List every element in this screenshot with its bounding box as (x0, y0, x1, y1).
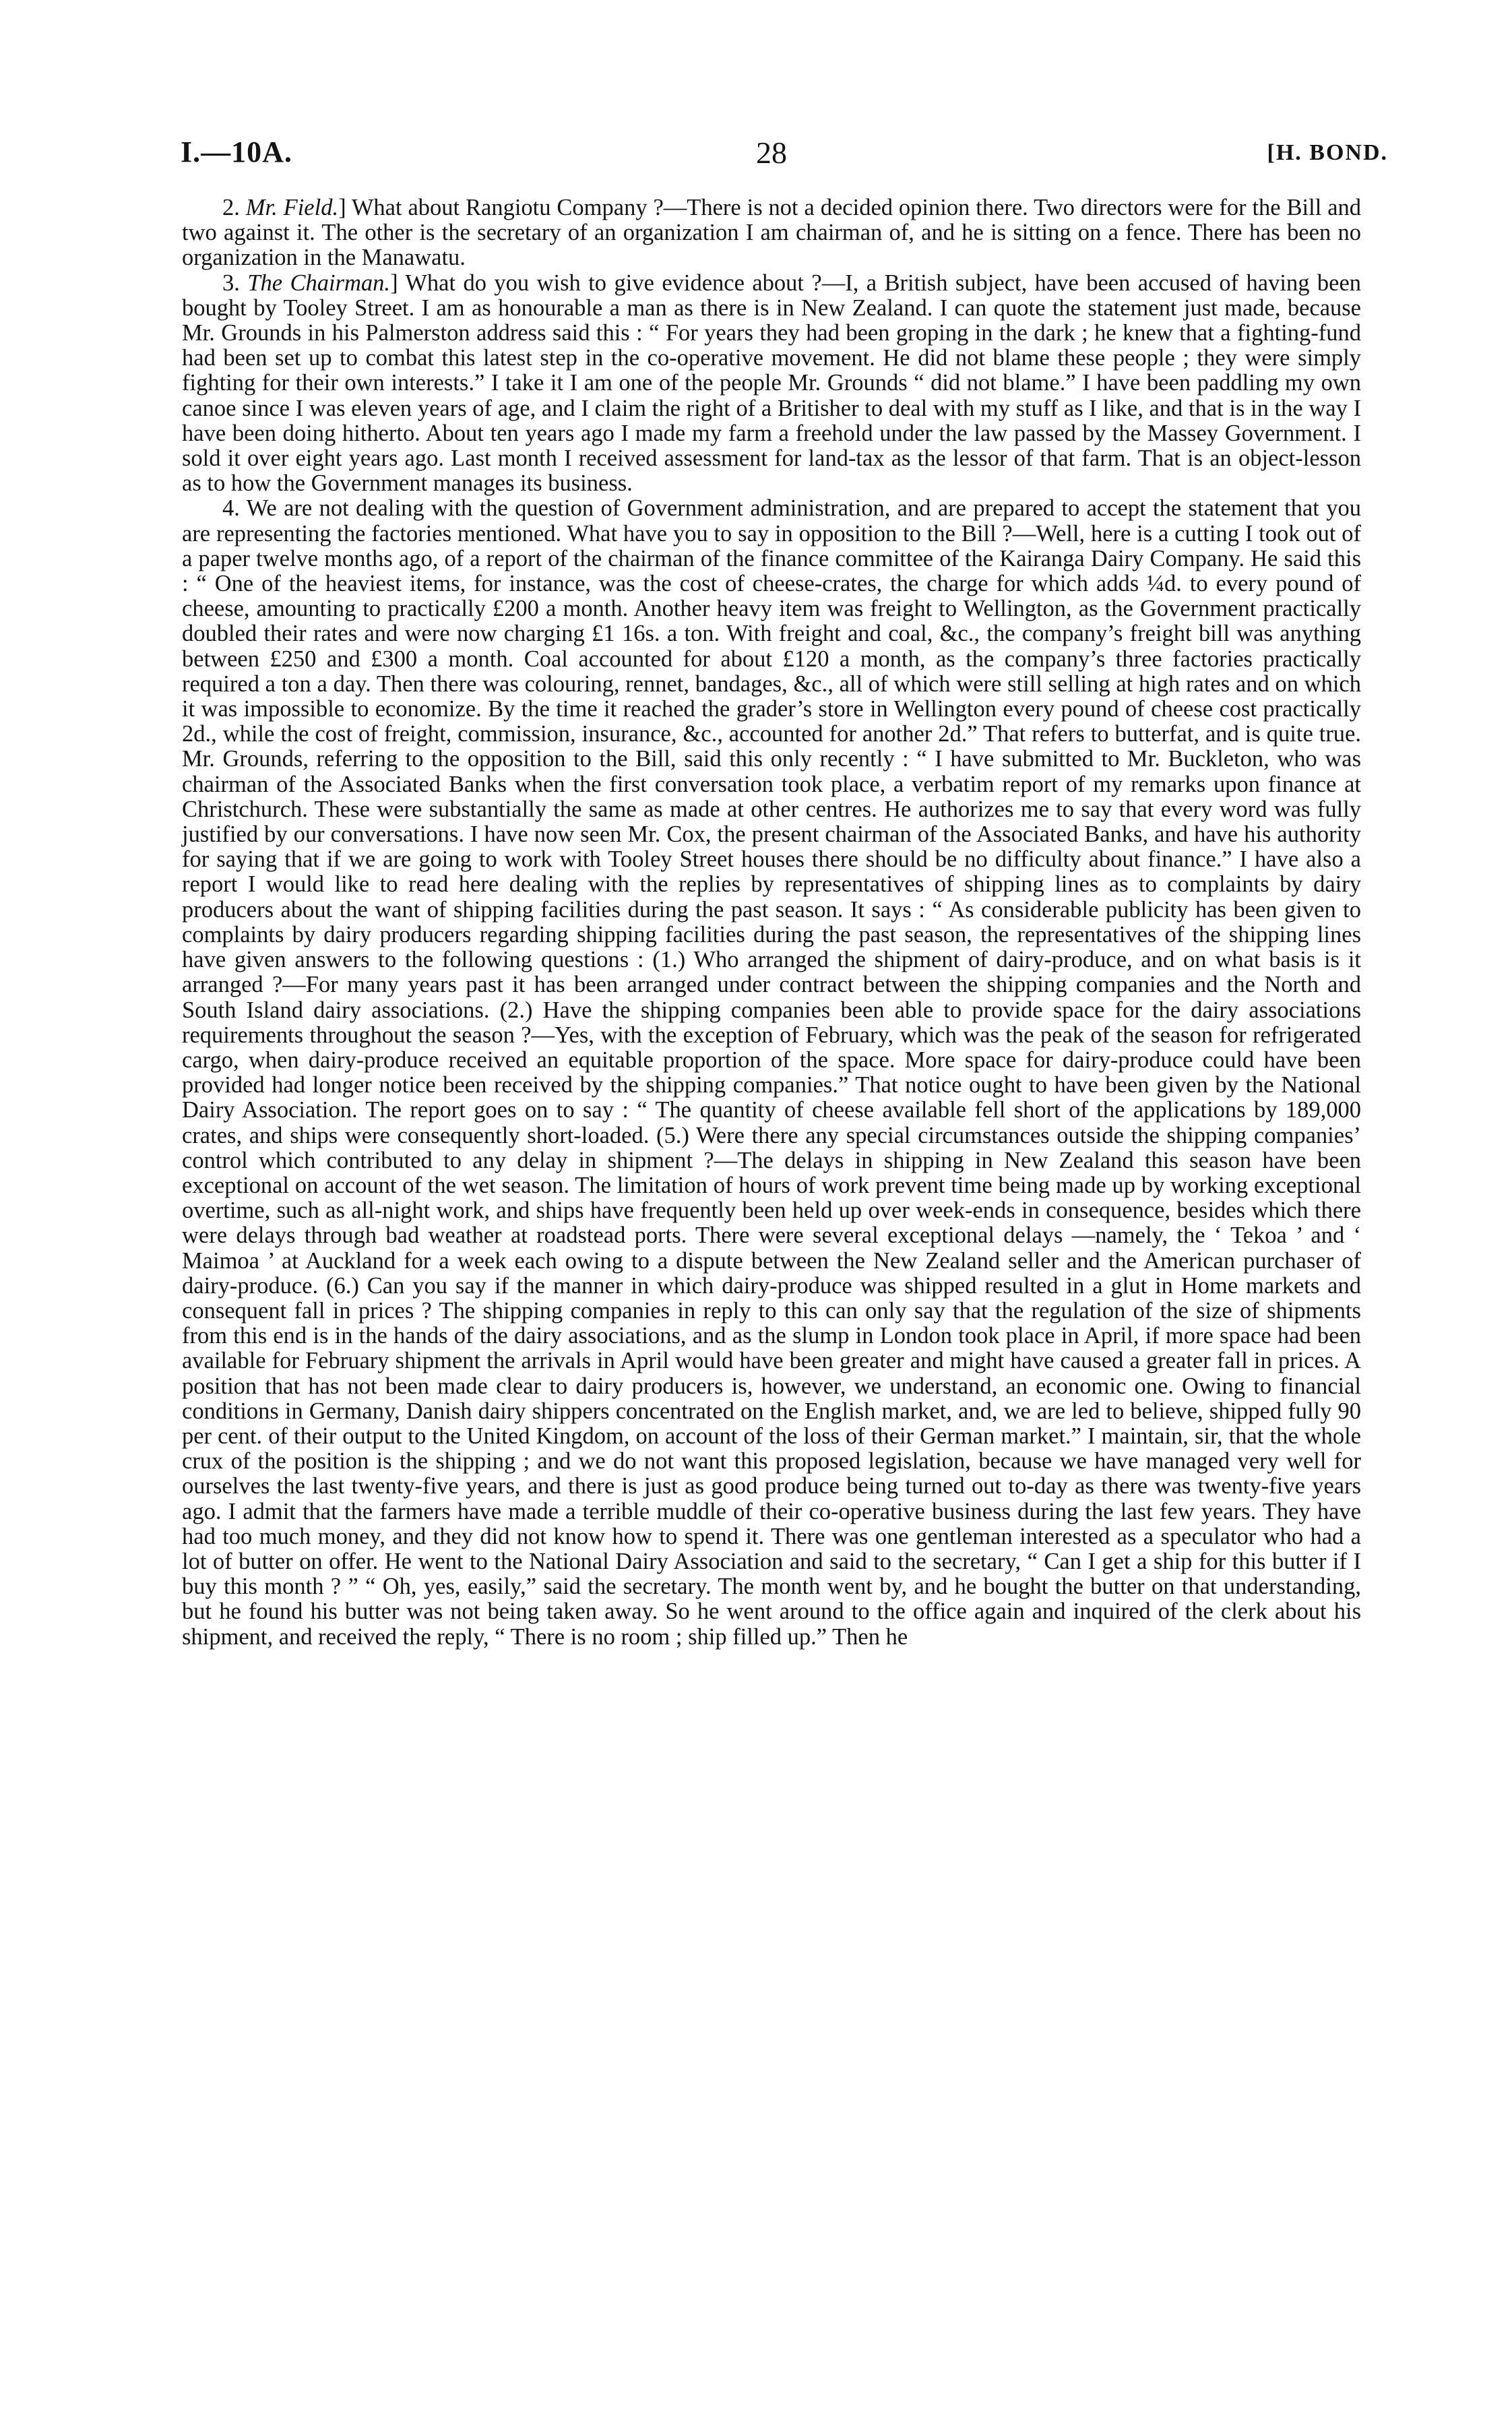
speaker-name: Mr. Field. (245, 195, 339, 220)
witness-name: [H. BOND. (1267, 140, 1388, 165)
paragraph-3 (182, 271, 1361, 497)
page-header (181, 135, 1388, 195)
paragraph-text: ] What about Rangiotu Company ?—There is not a decided opinion there. Two directors were for the Bill and two against it. The other is the secretary of an organization I am chairman of, and he is sitting on a fence. There has been no organization in the Manawatu. (182, 195, 1362, 271)
paragraph-4 (182, 496, 1361, 1649)
paragraph-text: ] What do you wish to give evidence about ?—I, a British subject, have been accused of having been bought by Tooley Street. I am as honourable a man as there is in New Zealand. I can quote the statement just made, because Mr. Grounds in his Palmerston address said this : “ For years they had been groping in the dark ; he knew that a fighting-fund had been set up to combat this latest step in the co-operative movement. He did not blame these people ; they were simply fighting for their own interests.” I take it I am one of the people Mr. Grounds “ did not blame.” I have been paddling my own canoe since I was eleven years of age, and I claim the right of a Britisher to deal with my stuff as I like, and that is in the way I have been doing hitherto. About ten years ago I made my farm a freehold under the law passed by the Massey Government. I sold it over eight years ago. Last month I received assessment for land-tax as the lessor of that farm. That is an object-lesson as to how the Government manages its business. (182, 270, 1362, 497)
paragraph-number: 2. (222, 195, 240, 220)
paragraph-2 (182, 195, 1361, 271)
speaker-name: The Chairman. (247, 270, 391, 296)
page-number: 28 (756, 135, 787, 170)
paragraph-number: 3. (222, 270, 240, 296)
document-page (181, 135, 1388, 1650)
series-reference: I.—10A. (181, 135, 292, 168)
paragraph-number: 4. (222, 495, 240, 522)
paragraph-text: We are not dealing with the question of Government administration, and are prepared to accept the statement that you are representing the factories mentioned. What have you to say in opposition to the Bill ?—Well, here is a cutting I took out of a paper twelve months ago, of a report of the chairman of the finance committee of the Kairanga Dairy Company. He said this : “ One of the heaviest items, for instance, was the cost of cheese-crates, the charge for which adds ¼d. to every pound of cheese, amounting to practically £200 a month. Another heavy item was freight to Wellington, as the Government practically doubled their rates and were now charging £1 16s. a ton. With freight and coal, &c., the company’s freight bill was anything between £250 and £300 a month. Coal accounted for about £120 a month, as the company’s three factories practically required a ton a day. Then there was colouring, rennet, bandages, &c., all of which were still selling at high rates and on which it was impossible to economize. By the time it reached the grader’s store in Wellington every pound of cheese cost practically 2d., while the cost of freight, commission, insurance, &c., accounted for another 2d.” That refers to butterfat, and is quite true. Mr. Grounds, referring to the opposition to the Bill, said this only recently : “ I have submitted to Mr. Buckleton, who was chairman of the Associated Banks when the first conversation took place, a verbatim report of my remarks upon finance at Christchurch. These were substantially the same as made at other centres. He authorizes me to say that every word was fully justified by our conversations. I have now seen Mr. Cox, the present chairman of the Associated Banks, and have his authority for saying that if we are going to work with Tooley Street houses there should be no difficulty about finance.” I have also a report I would like to read here dealing with the replies by representatives of shipping lines as to complaints by dairy producers about the want of shipping facilities during the past season. It says : “ As considerable publicity has been given to complaints by dairy producers regarding shipping facilities during the past season, the representatives of the shipping lines have given answers to the following questions : (1.) Who arranged the shipment of dairy-produce, and on what basis is it arranged ?—For many years past it has been arranged under contract between the shipping companies and the North and South Island dairy associations. (2.) Have the shipping companies been able to provide space for the dairy associations requirements throughout the season ?—Yes, with the exception of February, which was the peak of the season for refrigerated cargo, when dairy-produce received an equitable proportion of the space. More space for dairy-produce could have been provided had longer notice been received by the shipping companies.” That notice ought to have been given by the National Dairy Association. The report goes on to say : “ The quantity of cheese available fell short of the applications by 189,000 crates, and ships were consequently short-loaded. (5.) Were there any special circumstances outside the shipping companies’ control which contributed to any delay in shipment ?—The delays in shipping in New Zealand this season have been exceptional on account of the wet season. The limitation of hours of work prevent time being made up by working exceptional overtime, such as all-night work, and ships have frequently been held up over week-ends in consequence, besides which there were delays through bad weather at roadstead ports. There were several exceptional delays —namely, the ‘ Tekoa ’ and ‘ Maimoa ’ at Auckland for a week each owing to a dispute between the New Zealand seller and the American purchaser of dairy-produce. (6.) Can you say if the manner in which dairy-produce was shipped resulted in a glut in Home markets and consequent fall in prices ? The shipping companies in reply to this can only say that the regulation of the size of shipments from this end is in the hands of the dairy associations, and as the slump in London took place in April, if more space had been available for February shipment the arrivals in April would have been greater and might have caused a greater fall in prices. A position that has not been made clear to dairy producers is, however, we understand, an economic one. Owing to financial conditions in Germany, Danish dairy shippers concentrated on the English market, and, we are led to believe, shipped fully 90 per cent. of their output to the United Kingdom, on account of the loss of their German market.” I maintain, sir, that the whole crux of the position is the shipping ; and we do not want this proposed legislation, because we have managed very well for ourselves the last twenty-five years, and there is just as good produce being turned out to-day as there was twenty-five years ago. I admit that the farmers have made a terrible muddle of their co-operative business during the last few years. They have had too much money, and they did not know how to spend it. There was one gentleman interested as a speculator who had a lot of butter on offer. He went to the National Dairy Association and said to the secretary, “ Can I get a ship for this butter if I buy this month ? ” “ Oh, yes, easily,” said the secretary. The month went by, and he bought the butter on that understanding, but he found his butter was not being taken away. So he went around to the office again and inquired of the clerk about his shipment, and received the reply, “ There is no room ; ship filled up.” Then he (182, 495, 1361, 1650)
